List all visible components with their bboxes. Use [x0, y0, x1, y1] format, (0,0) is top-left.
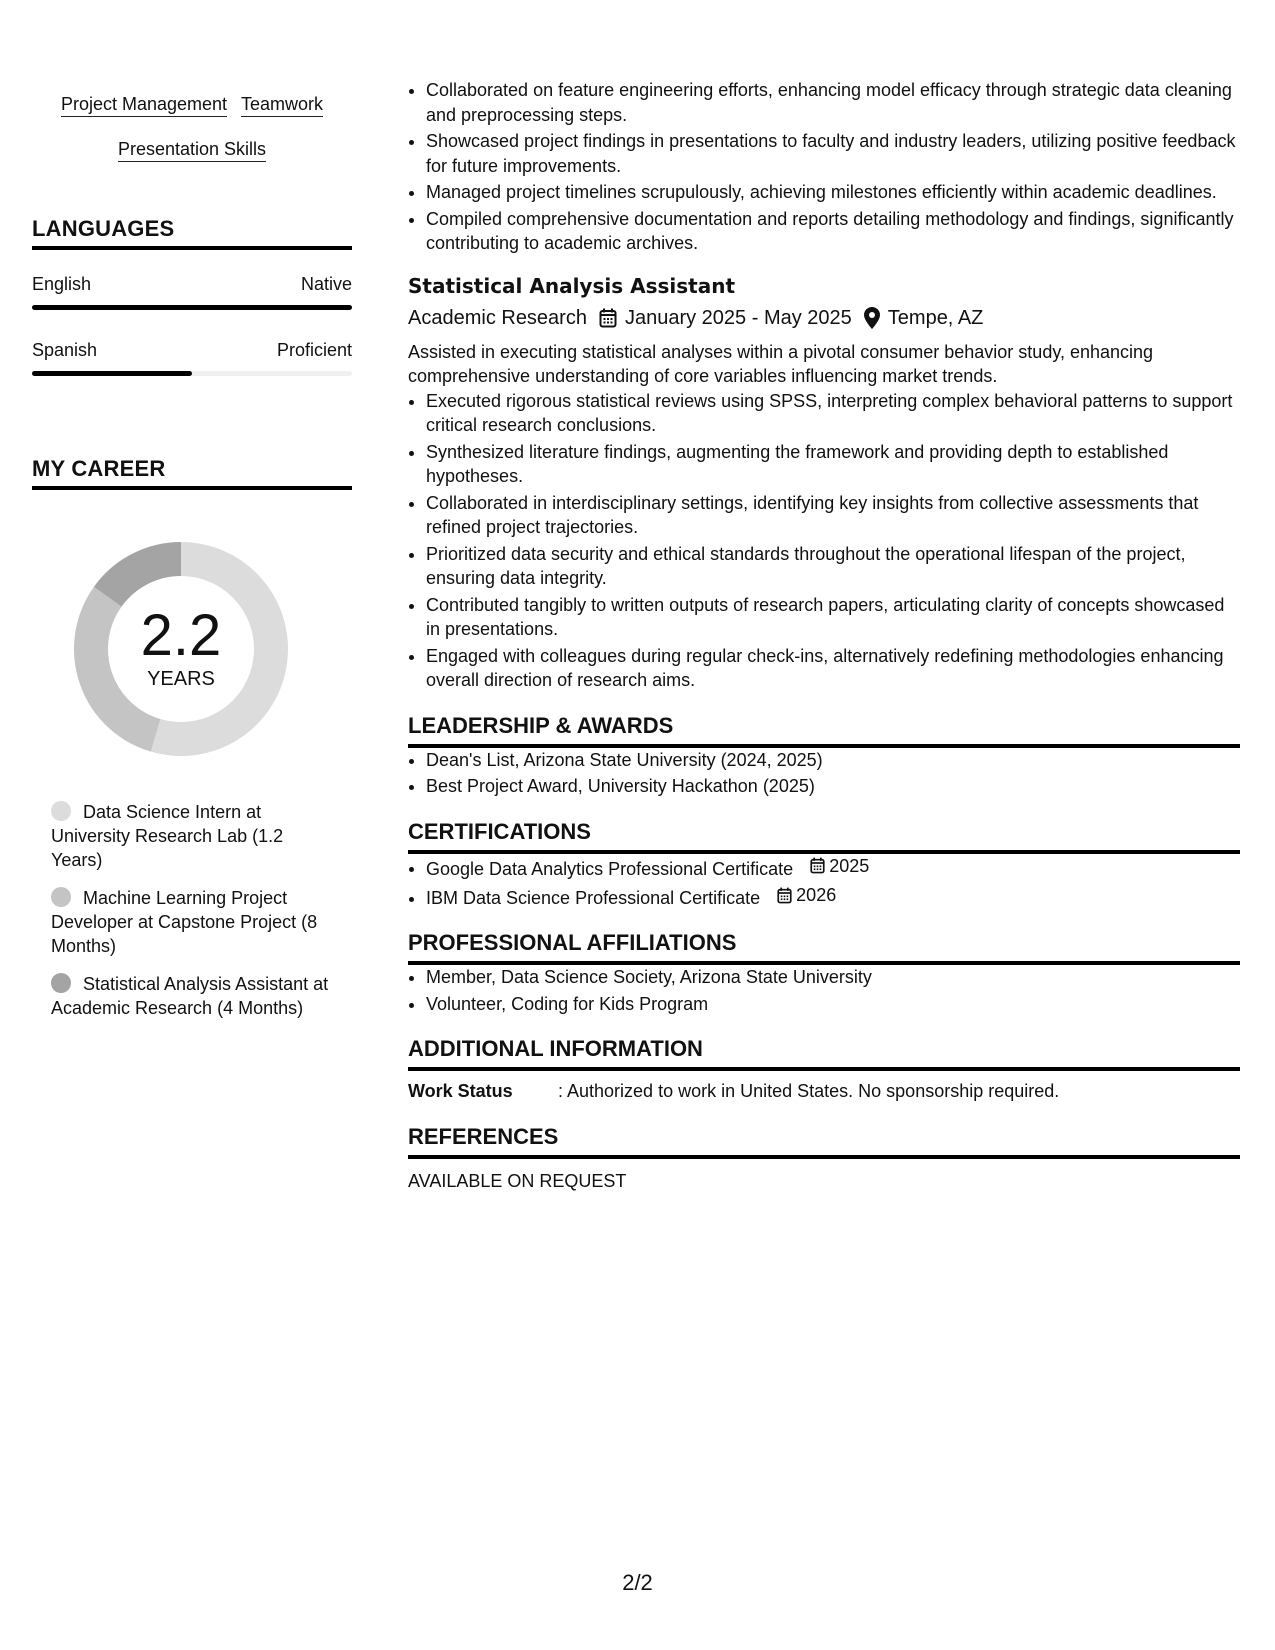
language-proficiency-bar	[32, 305, 352, 310]
language-name: English	[32, 274, 92, 294]
bullet-item: • Engaged with colleagues during regular check-ins, alternatively redefining methodologies enhancing overall direction of research aims.	[426, 644, 1240, 693]
career-unit: YEARS	[147, 668, 215, 690]
career-legend-label: Machine Learning Project Developer at Capstone Project (8 Months)	[51, 888, 318, 956]
language-item	[32, 274, 352, 310]
skill-tag: Project Management	[61, 93, 227, 117]
career-legend-label: Data Science Intern at University Research Lab (1.2 Years)	[51, 802, 284, 870]
calendar-icon	[810, 857, 825, 874]
job-company: Academic Research	[408, 306, 587, 329]
bullet-item: • Dean's List, Arizona State University (2024, 2025)	[426, 748, 1240, 773]
references-heading: REFERENCES	[408, 1122, 1240, 1159]
work-status-row	[408, 1079, 1240, 1104]
calendar-icon	[599, 308, 617, 328]
career-legend	[51, 800, 336, 1020]
bullet-item: • Volunteer, Coding for Kids Program	[426, 992, 1240, 1017]
calendar-icon	[777, 887, 792, 904]
language-proficiency-bar	[32, 371, 352, 376]
skill-tag: Presentation Skills	[118, 138, 266, 162]
bullet-item: • Compiled comprehensive documentation and reports detailing methodology and findings, significantly contributing to academic archives.	[426, 207, 1240, 256]
bullet-item: • Collaborated on feature engineering efforts, enhancing model efficacy through strategic data cleaning and preprocessing steps.	[426, 78, 1240, 127]
bullet-item: • Showcased project findings in presentations to faculty and industry leaders, utilizing positive feedback for future improvements.	[426, 129, 1240, 178]
skill-tag: Teamwork	[241, 93, 323, 117]
leadership-list	[408, 748, 1240, 799]
affiliations-list	[408, 965, 1240, 1016]
legend-dot	[51, 801, 71, 821]
job-title: Statistical Analysis Assistant	[408, 273, 736, 298]
affiliations-heading: PROFESSIONAL AFFILIATIONS	[408, 928, 1240, 965]
certification-item	[426, 854, 1240, 881]
certification-name: IBM Data Science Professional Certificate	[426, 887, 761, 908]
certification-year: 2026	[796, 884, 837, 905]
bullet-item: • Collaborated in interdisciplinary settings, identifying key insights from collective assessments that refined project trajectories.	[426, 491, 1240, 540]
bullet-item: • Prioritized data security and ethical standards throughout the operational lifespan of the project, ensuring data integrity.	[426, 542, 1240, 591]
job-dates: January 2025 - May 2025	[624, 306, 852, 329]
page-number: 2/2	[622, 1570, 653, 1595]
certification-year: 2025	[829, 855, 870, 876]
language-level: Native	[300, 274, 352, 294]
location-pin-icon	[864, 307, 880, 329]
additional-info-heading: ADDITIONAL INFORMATION	[408, 1034, 1240, 1071]
language-proficiency-fill	[32, 371, 192, 376]
career-legend-label: Statistical Analysis Assistant at Academic Research (4 Months)	[51, 974, 329, 1018]
bullet-item: • Managed project timelines scrupulously, achieving milestones efficiently within academic deadlines.	[426, 180, 1240, 205]
career-donut-chart	[66, 534, 296, 764]
career-legend-item	[51, 972, 336, 1020]
legend-dot	[51, 887, 71, 907]
certification-name: Google Data Analytics Professional Certificate	[426, 858, 794, 879]
certifications-list	[408, 854, 1240, 911]
previous-job-bullets	[408, 78, 1240, 256]
job-meta	[408, 304, 1240, 332]
references-text: AVAILABLE ON REQUEST	[408, 1170, 627, 1191]
language-level: Proficient	[276, 340, 352, 360]
skills-list	[32, 82, 352, 172]
career-legend-item	[51, 800, 336, 872]
right-column	[408, 78, 1240, 1193]
certification-item	[426, 883, 1240, 910]
legend-dot	[51, 973, 71, 993]
bullet-item: • Contributed tangibly to written outputs of research papers, articulating clarity of concepts showcased in presentations.	[426, 593, 1240, 642]
bullet-item: • Member, Data Science Society, Arizona State University	[426, 965, 1240, 990]
language-name: Spanish	[32, 340, 98, 360]
left-column	[32, 82, 352, 1034]
job-location: Tempe, AZ	[887, 306, 984, 329]
career-heading: MY CAREER	[32, 456, 352, 490]
language-proficiency-fill	[32, 305, 352, 310]
bullet-item: • Executed rigorous statistical reviews using SPSS, interpreting complex behavioral patterns to support critical research conclusions.	[426, 389, 1240, 438]
job-bullets	[408, 389, 1240, 693]
language-item	[32, 340, 352, 376]
work-status-label: Work Status	[408, 1081, 513, 1101]
job-summary: Assisted in executing statistical analyses within a pivotal consumer behavior study, enhancing comprehensive understanding of core variables influencing market trends.	[408, 341, 1154, 386]
career-legend-item	[51, 886, 336, 958]
work-status-value: : Authorized to work in United States. No sponsorship required.	[558, 1081, 1060, 1101]
certifications-heading: CERTIFICATIONS	[408, 817, 1240, 854]
languages-heading: LANGUAGES	[32, 216, 352, 250]
bullet-item: • Synthesized literature findings, augmenting the framework and providing depth to established hypotheses.	[426, 440, 1240, 489]
bullet-item: • Best Project Award, University Hackathon (2025)	[426, 774, 1240, 799]
career-total: 2.2	[140, 603, 222, 668]
leadership-heading: LEADERSHIP & AWARDS	[408, 711, 1240, 748]
